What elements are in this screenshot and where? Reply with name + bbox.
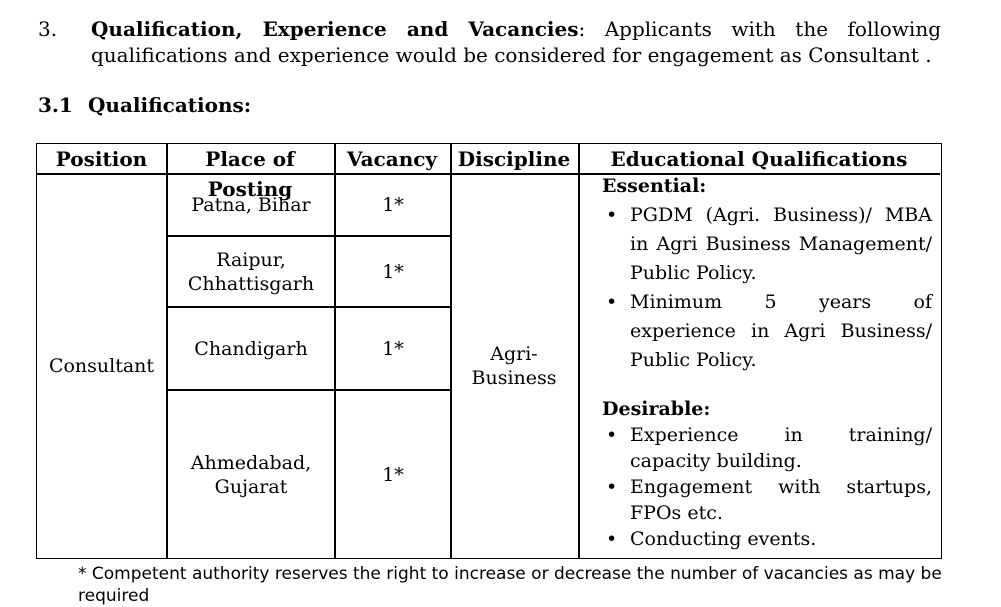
qualifications-table (36, 143, 942, 559)
vacancy-raipur: 1* (382, 260, 404, 283)
list-item: • PGDM (Agri. Business)/ MBA in Agri Business Management/ Public Policy. (606, 204, 932, 284)
list-item: • Minimum 5 years of experience in Agri Business/ Public Policy. (606, 291, 932, 371)
subsection-title: Qualifications: (88, 93, 252, 117)
section-heading: Qualification, Experience and Vacancies (91, 17, 579, 41)
desirable-label: Desirable: (602, 398, 711, 420)
essential-label: Essential: (602, 175, 707, 197)
subsection-heading (38, 92, 251, 118)
position-cell: Consultant (48, 355, 155, 377)
list-item: • Experience in training/ capacity building. (606, 424, 932, 472)
header-place-of-posting: Place of Posting (205, 147, 295, 201)
place-chandigarh: Chandigarh (194, 337, 308, 360)
list-item: • Engagement with startups, FPOs etc. (606, 476, 932, 524)
vacancy-patna: 1* (382, 194, 404, 216)
vacancy-chandigarh: 1* (382, 337, 404, 360)
place-patna: Patna, Bihar (191, 194, 311, 216)
list-item: • Conducting events. (606, 528, 817, 550)
section-body: : Applicants with the following qualifications and experience would be considered for engagement as Consultant . (91, 17, 941, 67)
discipline-cell: Agri-Business (471, 343, 557, 389)
header-educational-qualifications: Educational Qualifications (610, 147, 908, 171)
footnote: * Competent authority reserves the right to increase or decrease the number of vacancies as may be required (78, 564, 942, 606)
header-discipline: Discipline (457, 147, 571, 171)
desirable-qualifications (602, 396, 932, 552)
header-position: Position (55, 147, 148, 171)
vacancy-ahmedabad: 1* (382, 463, 404, 486)
header-vacancy: Vacancy (346, 147, 438, 171)
section-text (91, 16, 941, 68)
place-ahmedabad: Ahmedabad, Gujarat (190, 451, 312, 498)
place-raipur: Raipur, Chhattisgarh (187, 248, 315, 295)
essential-qualifications (602, 172, 932, 375)
subsection-number: 3.1 (38, 93, 73, 117)
section-number: 3. (38, 17, 58, 41)
